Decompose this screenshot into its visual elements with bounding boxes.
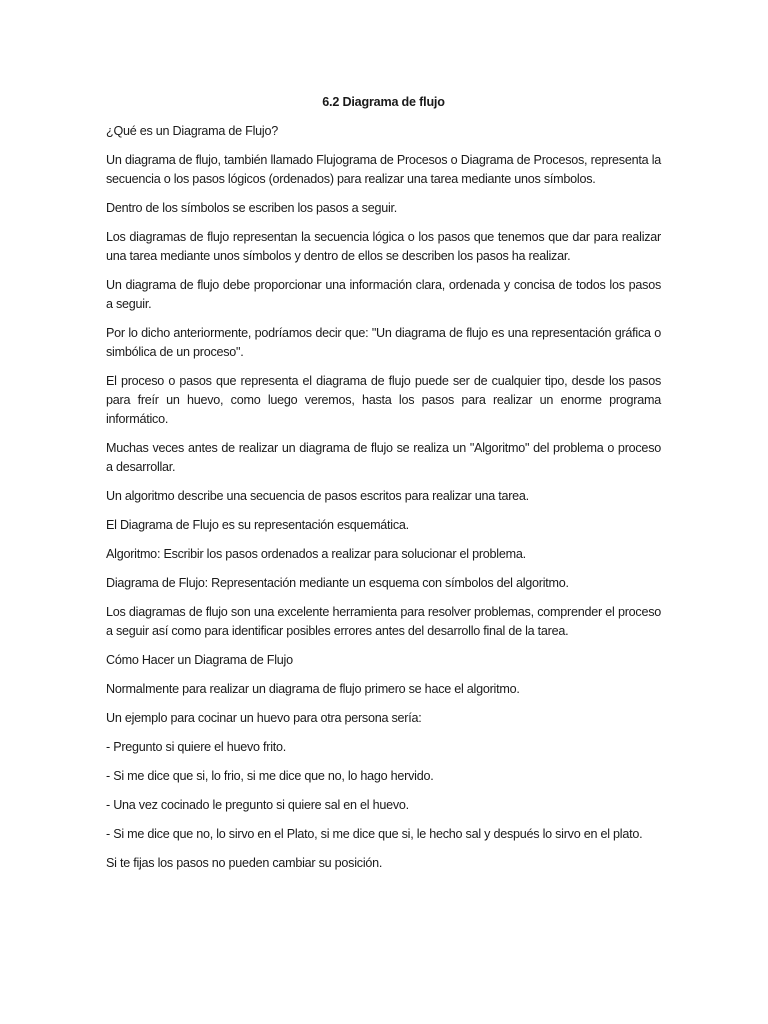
paragraph: Normalmente para realizar un diagrama de flujo primero se hace el algoritmo. [106, 682, 520, 696]
question-heading: ¿Qué es un Diagrama de Flujo? [106, 124, 278, 138]
paragraph: El proceso o pasos que representa el diagrama de flujo puede ser de cualquier tipo, desde los pasos para freír un huevo, como luego veremos, hasta los pasos para realizar un enorme programa informático. [106, 374, 661, 426]
paragraph: Los diagramas de flujo son una excelente herramienta para resolver problemas, comprender el proceso a seguir así como para identificar posibles errores antes del desarrollo final de la tarea. [106, 605, 661, 638]
document-page [106, 93, 661, 883]
list-item: - Una vez cocinado le pregunto si quiere sal en el huevo. [106, 798, 409, 812]
paragraph: Algoritmo: Escribir los pasos ordenados a realizar para solucionar el problema. [106, 547, 526, 561]
paragraph: Los diagramas de flujo representan la secuencia lógica o los pasos que tenemos que dar para realizar una tarea mediante unos símbolos y dentro de ellos se describen los pasos ha realizar. [106, 230, 661, 263]
paragraph: Un algoritmo describe una secuencia de pasos escritos para realizar una tarea. [106, 489, 529, 503]
paragraph: Muchas veces antes de realizar un diagrama de flujo se realiza un "Algoritmo" del problema o proceso a desarrollar. [106, 441, 661, 474]
paragraph: Si te fijas los pasos no pueden cambiar su posición. [106, 856, 383, 870]
paragraph: Un diagrama de flujo debe proporcionar una información clara, ordenada y concisa de todos los pasos a seguir. [106, 278, 661, 311]
paragraph: Un diagrama de flujo, también llamado Flujograma de Procesos o Diagrama de Procesos, representa la secuencia o los pasos lógicos (ordenados) para realizar una tarea mediante unos símbolos. [106, 153, 661, 186]
section-heading: Cómo Hacer un Diagrama de Flujo [106, 653, 293, 667]
paragraph: El Diagrama de Flujo es su representación esquemática. [106, 518, 409, 532]
paragraph: Diagrama de Flujo: Representación mediante un esquema con símbolos del algoritmo. [106, 576, 569, 590]
list-item: - Si me dice que no, lo sirvo en el Plato, si me dice que si, le hecho sal y después lo sirvo en el plato. [106, 827, 643, 841]
paragraph: Por lo dicho anteriormente, podríamos decir que: "Un diagrama de flujo es una representación gráfica o simbólica de un proceso". [106, 326, 661, 359]
paragraph: Un ejemplo para cocinar un huevo para otra persona sería: [106, 711, 422, 725]
paragraph: Dentro de los símbolos se escriben los pasos a seguir. [106, 201, 398, 215]
list-item: - Si me dice que si, lo frio, si me dice que no, lo hago hervido. [106, 769, 434, 783]
list-item: - Pregunto si quiere el huevo frito. [106, 740, 287, 754]
document-title: 6.2 Diagrama de flujo [322, 95, 445, 109]
